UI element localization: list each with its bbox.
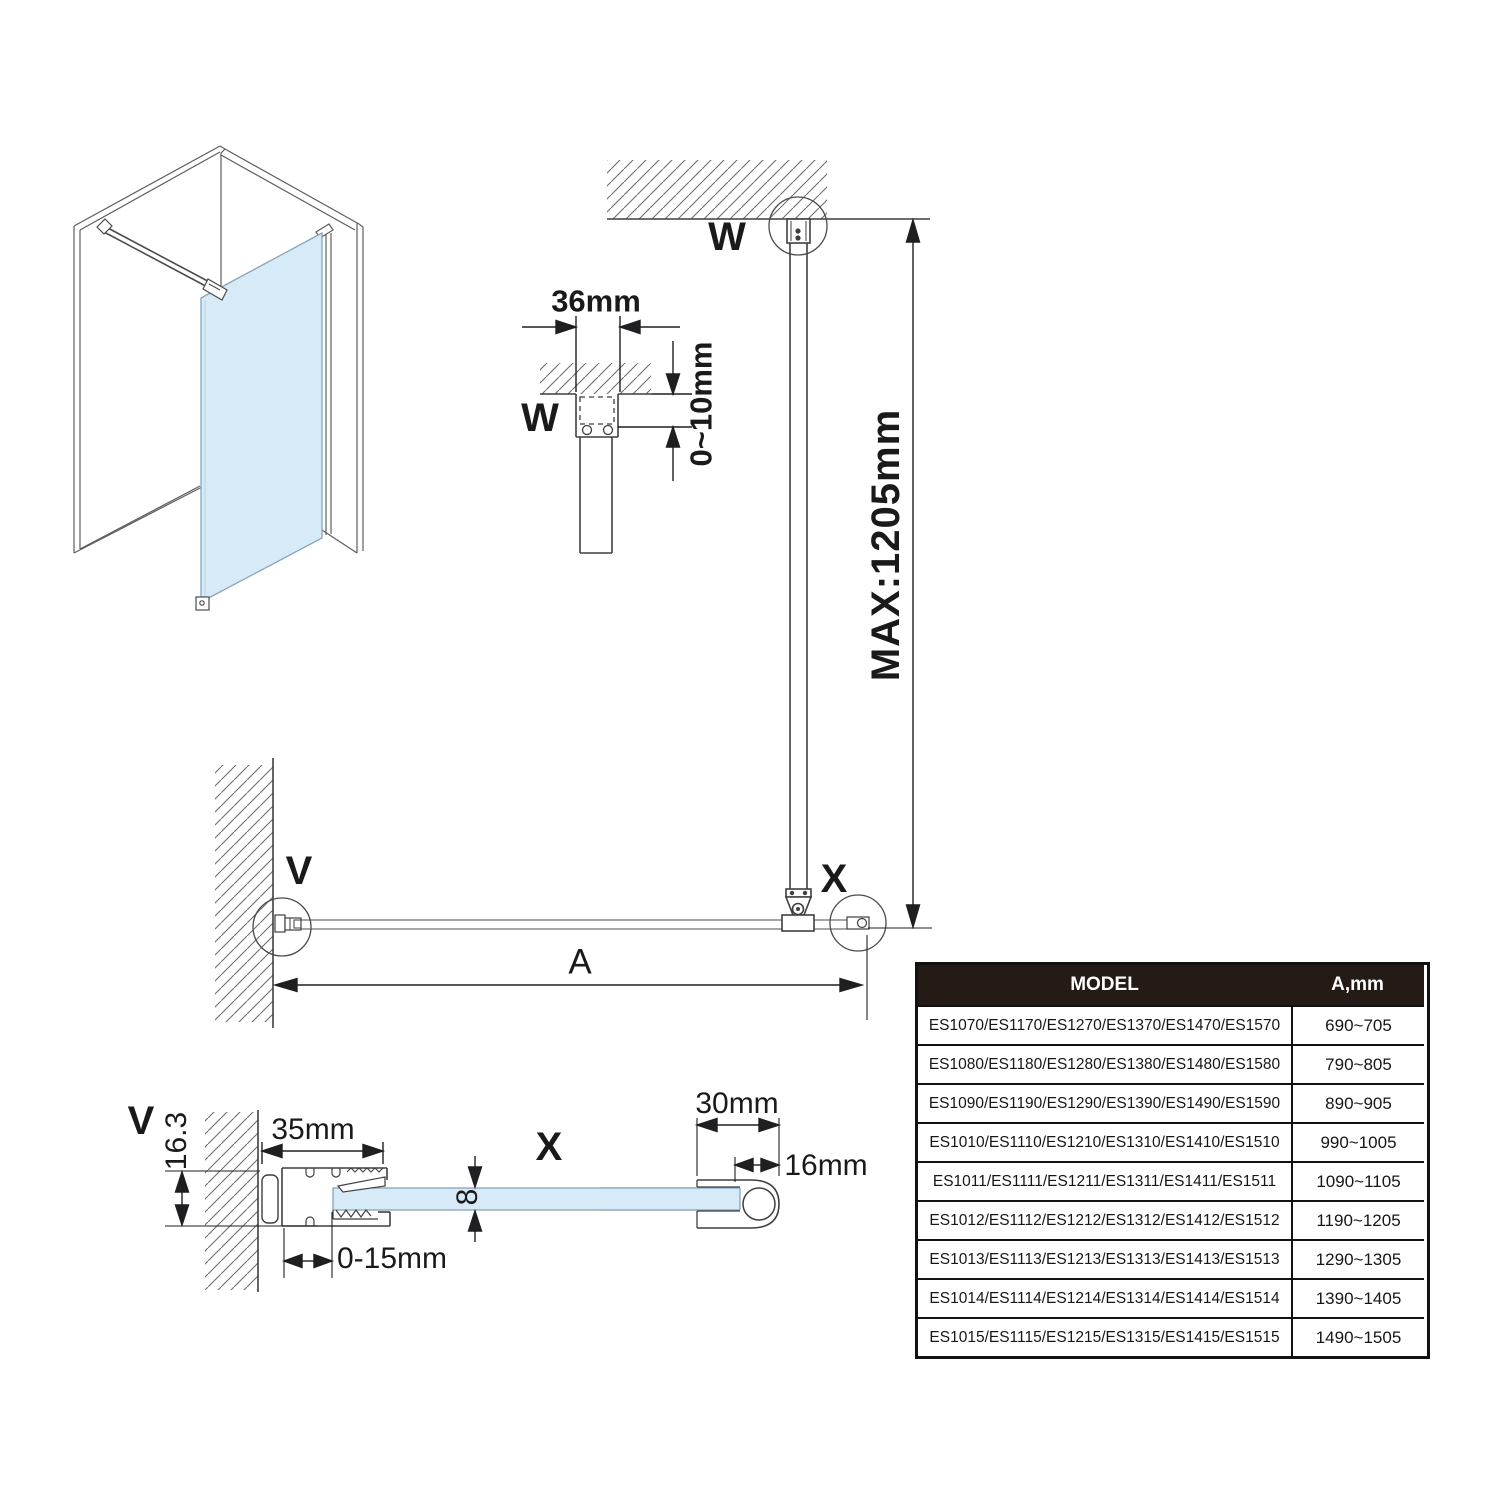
table-row-a: 1490~1505 [1291,1317,1424,1356]
dim-profile-height: 16.3 [160,1111,193,1171]
table-row-a: 690~705 [1291,1005,1424,1044]
isometric-view [74,146,363,610]
dim-glass-thickness: 8 [451,1188,484,1206]
table-row-model: ES1010/ES1110/ES1210/ES1310/ES1410/ES1510 [918,1122,1291,1161]
table-row-a: 1190~1205 [1291,1200,1424,1239]
dim-cap-tube: 16mm [784,1149,868,1182]
glass-sleeve [782,915,814,931]
dim-bracket-width: 36mm [551,283,641,319]
table-row-a: 990~1005 [1291,1122,1424,1161]
dim-width-a: A [568,942,592,982]
table-row-a: 1390~1405 [1291,1278,1424,1317]
table-row-model: ES1090/ES1190/ES1290/ES1390/ES1490/ES1590 [918,1083,1291,1122]
section-label-w: W [521,396,559,440]
table-row-model: ES1011/ES1111/ES1211/ES1311/ES1411/ES1511 [918,1161,1291,1200]
detail-label-w: W [708,215,746,259]
table-header-model: MODEL [918,965,1291,1005]
table-row-model: ES1013/ES1113/ES1213/ES1313/ES1413/ES1513 [918,1239,1291,1278]
table-row-model: ES1012/ES1112/ES1212/ES1312/ES1412/ES1512 [918,1200,1291,1239]
table-row-a: 1290~1305 [1291,1239,1424,1278]
section-label-x: X [535,1125,563,1169]
table-row-model: ES1014/ES1114/ES1214/ES1314/ES1414/ES1514 [918,1278,1291,1317]
detail-label-x: X [820,857,848,901]
dim-profile-width: 35mm [271,1113,355,1146]
dim-max-height: MAX:1205mm [864,408,908,682]
model-size-table [915,962,1430,1359]
dim-adjust-range: 0-15mm [336,1242,448,1275]
table-header-a: A,mm [1291,965,1424,1005]
table-row-a: 1090~1105 [1291,1161,1424,1200]
x-section-dimensions [697,1118,779,1182]
dim-ceiling-gap: 0~10mm [683,341,719,467]
detail-label-v: V [285,849,313,893]
table-row-model: ES1070/ES1170/ES1270/ES1370/ES1470/ES1570 [918,1005,1291,1044]
dim-cap-width: 30mm [695,1087,779,1120]
table-row-model: ES1015/ES1115/ES1215/ES1315/ES1415/ES1515 [918,1317,1291,1356]
table-row-a: 790~805 [1291,1044,1424,1083]
w-detail-section [540,363,652,553]
table-row-model: ES1080/ES1180/ES1280/ES1380/ES1480/ES1580 [918,1044,1291,1083]
cap-tube-circle [743,1188,775,1220]
x-section [600,1180,779,1228]
section-label-v: V [127,1099,155,1143]
table-row-a: 890~905 [1291,1083,1424,1122]
